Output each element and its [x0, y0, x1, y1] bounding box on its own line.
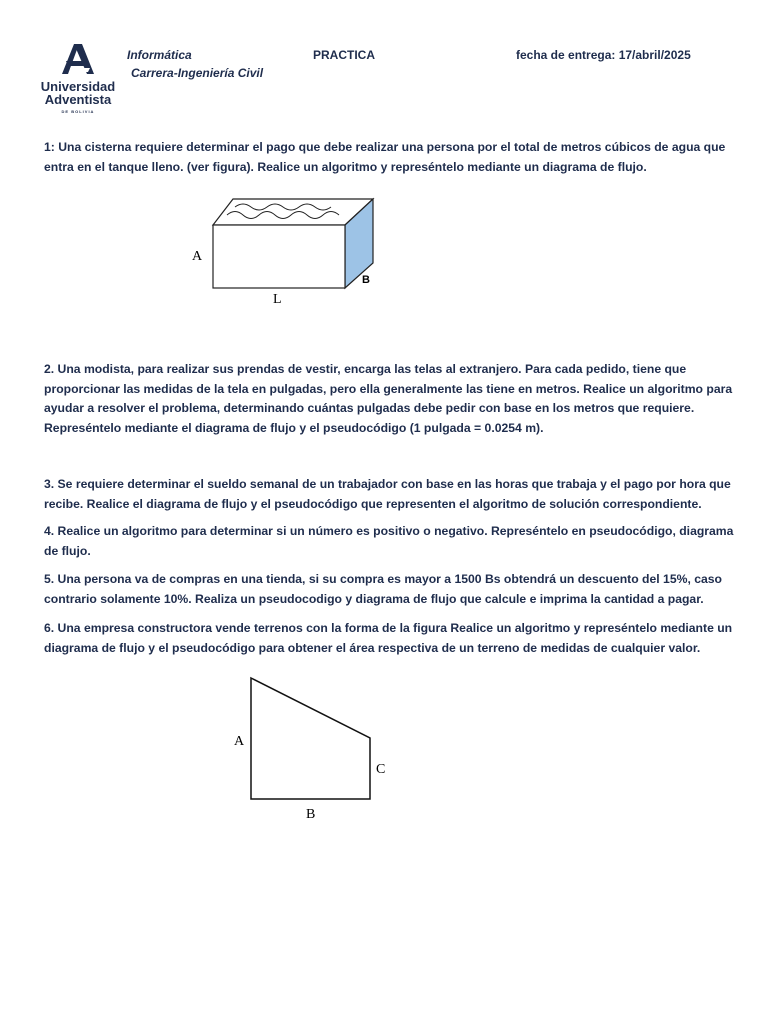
tank-front-face — [213, 225, 345, 288]
page-title: PRACTICA — [313, 48, 375, 62]
due-date: fecha de entrega: 17/abril/2025 — [516, 48, 691, 62]
question-3: 3. Se requiere determinar el sueldo semanal de un trabajador con base en las horas que trabaja y el pago por hora que recibe. Realice el diagrama de flujo y el pseudocódigo que representen el algoritmo de solución correspondiente. — [44, 477, 731, 511]
land-trapezoid — [251, 678, 370, 799]
logo-line-2: Adventista — [44, 92, 112, 107]
subject-label: Informática — [127, 48, 192, 62]
logo-line-1: Universidad — [40, 79, 116, 94]
tank-label-b: B — [362, 274, 370, 286]
university-a-logo-icon — [60, 44, 96, 76]
question-1: 1: Una cisterna requiere determinar el pago que debe realizar una persona por el total de metros cúbicos de agua que entra en el tanque lleno. (ver figura). Realice un algoritmo y represéntelo mediante un diagrama de flujo. — [44, 140, 726, 174]
logo-subtitle: DE BOLIVIA — [61, 109, 95, 114]
land-figure — [248, 675, 374, 801]
question-4: 4. Realice un algoritmo para determinar si un número es positivo o negativo. Represéntelo en pseudocódigo, diagrama de flujo. — [44, 524, 734, 558]
land-label-a: A — [234, 734, 245, 749]
land-label-b: B — [306, 807, 316, 822]
question-2: 2. Una modista, para realizar sus prendas de vestir, encarga las telas al extranjero. Para cada pedido, tiene que proporcionar las medidas de la tela en pulgadas, pero ella generalmente las tiene en metros. Realice un algoritmo para ayudar a resolver el problema, determinando cuántas pulgadas debe pedir con base en los metros que requiere. Represéntelo mediante el diagrama de flujo y el pseudocódigo (1 pulgada = 0.0254 m). — [44, 362, 733, 435]
question-5: 5. Una persona va de compras en una tienda, si su compra es mayor a 1500 Bs obtendrá un descuento del 15%, caso contrario solamente 10%. Realiza un pseudocodigo y diagrama de flujo que calcule e imprima la cantidad a pagar. — [44, 572, 723, 606]
land-label-c: C — [376, 762, 386, 777]
university-logo — [34, 44, 122, 120]
tank-label-l: L — [273, 292, 282, 307]
tank-label-a: A — [192, 249, 203, 264]
question-6: 6. Una empresa constructora vende terrenos con la forma de la figura Realice un algoritmo y represéntelo mediante un diagrama de flujo y el pseudocódigo para obtener el área respectiva de un terreno de medidas de cualquier valor. — [44, 621, 733, 655]
tank-figure — [205, 195, 385, 295]
career-label: Carrera-Ingeniería Civil — [131, 66, 264, 80]
